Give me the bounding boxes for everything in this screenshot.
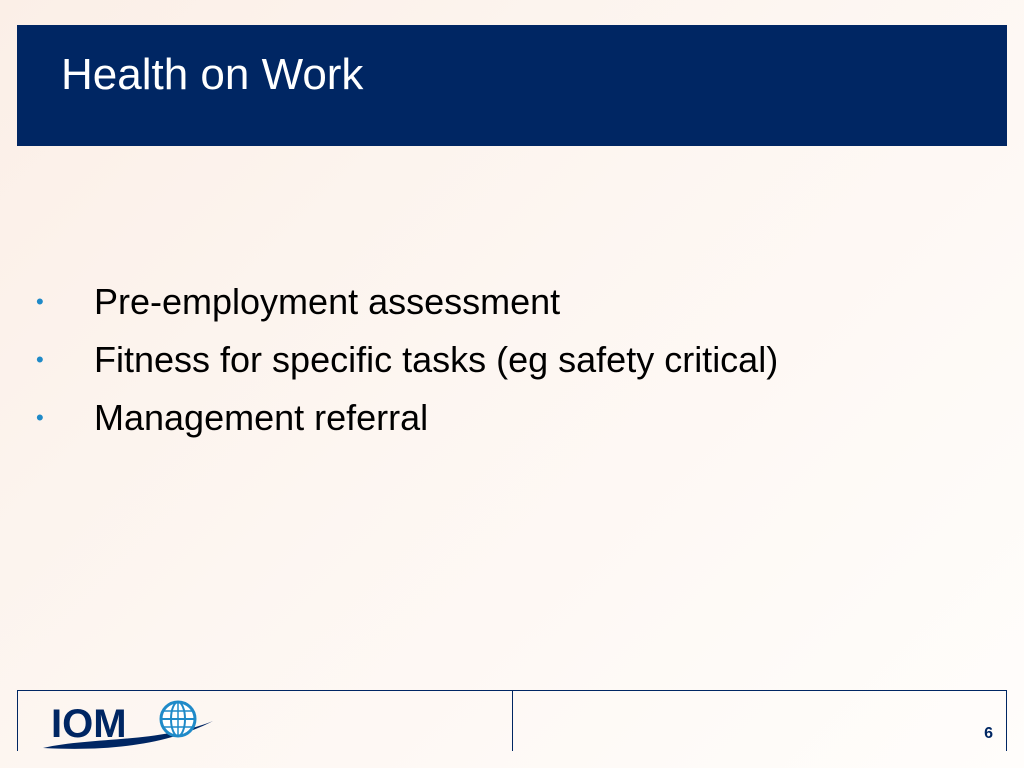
footer-divider [512, 691, 513, 751]
logo-text: IOM [51, 702, 127, 746]
bullet-text: Pre-employment assessment [94, 281, 561, 322]
iom-logo [41, 697, 221, 751]
bullet-list [30, 280, 990, 454]
title-bar [17, 25, 1007, 146]
bullet-text: Fitness for specific tasks (eg safety critical) [94, 339, 779, 380]
bullet-marker: • [36, 405, 44, 430]
bullet-item [30, 396, 990, 454]
bullet-item [30, 338, 990, 396]
slide-footer [17, 690, 1007, 751]
footer-divider [1006, 691, 1007, 751]
bullet-text: Management referral [94, 397, 429, 438]
bullet-item [30, 280, 990, 338]
bullet-marker: • [36, 289, 44, 314]
page-number: 6 [984, 725, 993, 742]
footer-divider [17, 691, 18, 751]
bullet-marker: • [36, 347, 44, 372]
slide-title: Health on Work [61, 50, 364, 99]
globe-icon [161, 702, 195, 736]
